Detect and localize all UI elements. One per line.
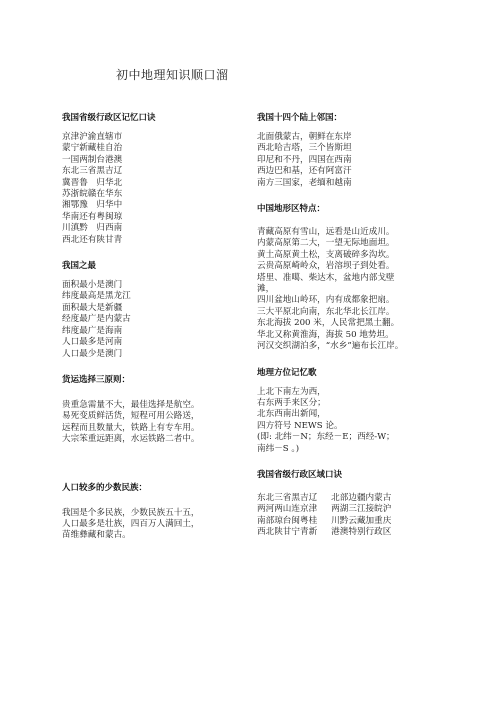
section-heading: 地理方位记忆歌 <box>257 367 317 378</box>
text-line: 塔里、准噶、柴达木，盆地内部戈壁 <box>257 272 395 283</box>
text-line: 远程而且数量大，铁路上有专车用。 <box>62 422 200 433</box>
section-minorities <box>62 482 234 542</box>
text-line: 北部边疆内蒙古 <box>331 492 392 503</box>
left-column <box>62 112 234 542</box>
verse-right <box>331 493 391 539</box>
text-line: 四川盆地山岭环，内有成都象把扇。 <box>257 295 395 306</box>
text-line: 南部琼台闽粤桂 <box>257 515 318 526</box>
text-line: 纬度最广是海南 <box>62 325 123 336</box>
section-heading: 我国省级行政区域口诀 <box>257 469 343 480</box>
text-line: 右东两手来区分； <box>257 397 326 408</box>
text-line: 川黔云藏加重庆 <box>331 515 392 526</box>
text-line: 一国两制台港澳 <box>62 154 123 165</box>
text-line: 上北下南左为西， <box>257 386 326 397</box>
text-line: 四方符号 NEWS 论。 <box>257 420 343 431</box>
text-line: 南方三国家，老缅和越南 <box>257 177 352 188</box>
text-line: 面积最大是新疆 <box>62 302 123 313</box>
text-line: 港澳特别行政区 <box>331 527 392 538</box>
verse-left <box>257 493 317 539</box>
page-title: 初中地理知识顺口溜 <box>116 68 229 82</box>
text-line: 蒙宁新藏桂自治 <box>62 143 123 154</box>
section-heading: 我国省级行政区记忆口诀 <box>62 113 156 123</box>
section-direction-song <box>257 367 447 455</box>
text-line: 川滇黔 归西南 <box>62 223 123 234</box>
text-line: 面积最小是澳门 <box>62 280 123 291</box>
text-line: 内蒙高原第二大，一望无际地面坦。 <box>257 238 395 249</box>
text-line: 人口最多是河南 <box>62 337 123 348</box>
text-line: 人口最多是壮族，四百万人满回土， <box>62 518 200 529</box>
text-line: 印尼和不丹，四国在西南 <box>257 154 352 165</box>
text-line: 北面俄蒙古，朝鲜在东岸 <box>257 132 352 142</box>
section-heading: 中国地形区特点： <box>257 204 326 215</box>
text-line: 西北还有陕甘青 <box>62 234 123 245</box>
text-line: 西北陕甘宁青新 <box>257 527 318 538</box>
text-line: 青藏高原有雪山，远看是山近成川。 <box>257 227 395 238</box>
text-line: 东北海拔 200 米，人民常把黑土翻。 <box>257 318 400 329</box>
text-line: 大宗笨重远距离，水运铁路二者中。 <box>62 434 200 445</box>
section-heading: 我国之最 <box>62 261 97 272</box>
text-line: 人口最少是澳门 <box>62 348 123 359</box>
text-line: 南纬－S 。) <box>257 443 300 454</box>
text-line: 冀晋鲁 归华北 <box>62 177 123 188</box>
section-neighbors <box>257 112 447 189</box>
text-line: 西北哈吉塔，三个皆斯坦 <box>257 143 352 154</box>
text-line: 华南还有粤闽琼 <box>62 211 123 222</box>
text-line: 经度最广是内蒙古 <box>62 314 131 325</box>
section-province-mnemonic <box>62 112 234 246</box>
text-line: 华北又称黄淮海，海拔 50 地势坦。 <box>257 329 394 340</box>
text-line: 湘鄂豫 归华中 <box>62 200 123 211</box>
text-line: 两河两山连京津 <box>257 504 318 515</box>
right-column <box>257 112 447 539</box>
text-line: 东北三省黑吉辽 <box>62 166 123 177</box>
two-column-verse <box>257 493 447 539</box>
section-heading: 我国十四个陆上邻国： <box>257 113 343 123</box>
text-line: 京津沪渝直辖市 <box>62 132 123 142</box>
text-line: 西边巴和基，还有阿富汗 <box>257 166 352 177</box>
section-landforms <box>257 203 447 352</box>
text-line: 贵重急需量不大，最佳选择是航空。 <box>62 399 200 410</box>
text-line: 黄土高原黄土松，支离破碎多沟坎。 <box>257 249 395 260</box>
text-line: 滩， <box>257 284 275 295</box>
text-line: 我国是个多民族，少数民族五十五， <box>62 507 200 518</box>
section-heading: 人口较多的少数民族： <box>62 482 148 493</box>
text-line: 河汉交织湖泊多，“水乡”遍布长江岸。 <box>257 341 404 352</box>
text-line: 两湖三江接皖沪 <box>331 504 392 515</box>
text-line: 易死变质鲜活货，短程可用公路送， <box>62 411 200 422</box>
section-china-records <box>62 260 234 360</box>
text-line: 北东西南出新闻， <box>257 409 326 420</box>
text-line: 纬度最高是黑龙江 <box>62 291 131 302</box>
text-line: 苗维彝藏和蒙古。 <box>62 530 131 541</box>
text-line: 东北三省黑吉辽 <box>257 492 318 503</box>
text-line: 三大平原北向南，东北华北长江岸。 <box>257 306 395 317</box>
text-line: 苏浙皖赣在华东 <box>62 189 123 200</box>
text-line: 云贵高原崎岭众，岩溶坝子到处看。 <box>257 261 395 272</box>
section-province-region-mnemonic <box>257 469 447 539</box>
section-freight-principles <box>62 374 234 446</box>
text-line: (即: 北纬－N；东经－E；西经-W； <box>257 432 395 443</box>
section-heading: 货运选择三原则： <box>62 374 131 385</box>
